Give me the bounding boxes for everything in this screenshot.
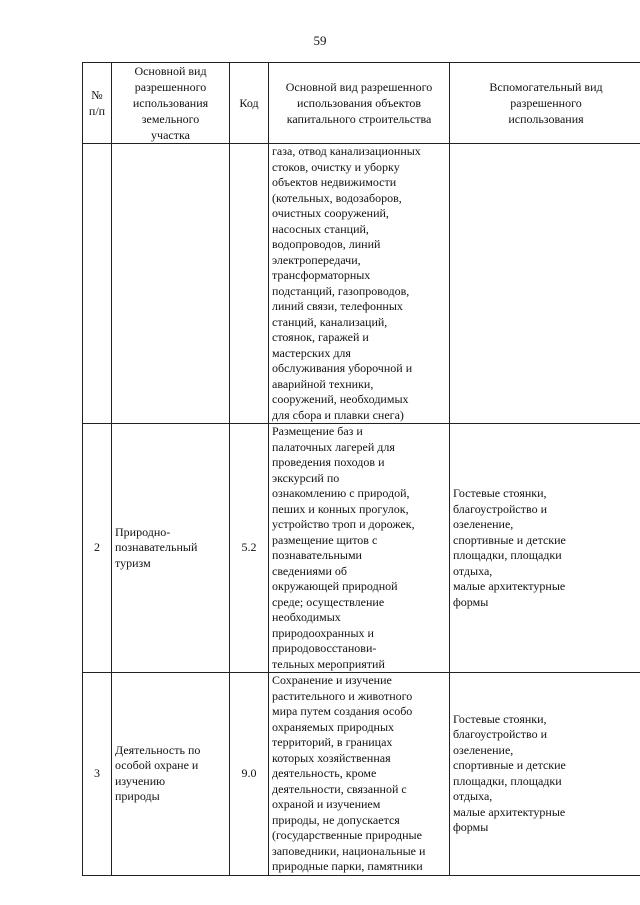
table-row bbox=[83, 673, 640, 876]
header-num: № п/п bbox=[83, 63, 112, 144]
row-land-use: Природно- познавательный туризм bbox=[112, 424, 230, 673]
header-capital-construction: Основной вид разрешенного использования объектов капитального строительства bbox=[269, 63, 450, 144]
header-auxiliary-use: Вспомогательный вид разрешенного использования bbox=[450, 63, 640, 144]
row-capital-construction: Размещение баз и палаточных лагерей для проведения походов и экскурсий по ознакомлению с природой, пеших и конных прогулок, устройство троп и дорожек, размещение щитов с познавательными сведениями об окружающей природной среде; осуществление необходимых природоохранных и природовосстанови- тельных мероприятий bbox=[269, 424, 450, 673]
row-land-use bbox=[112, 144, 230, 424]
row-num bbox=[83, 144, 112, 424]
row-code: 5.2 bbox=[230, 424, 269, 673]
row-capital-construction: Сохранение и изучение растительного и животного мира путем создания особо охраняемых природных территорий, в границах которых хозяйственная деятельность, кроме деятельности, связанной с охраной и изучением природы, не допускается (государственные природные заповедники, национальные и природные парки, памятники bbox=[269, 673, 450, 876]
table-row bbox=[83, 424, 640, 673]
page-number: 59 bbox=[313, 33, 327, 48]
row-num: 3 bbox=[83, 673, 112, 876]
row-auxiliary-use: Гостевые стоянки, благоустройство и озеленение, спортивные и детские площадки, площадки отдыха, малые архитектурные формы bbox=[450, 673, 640, 876]
row-land-use: Деятельность по особой охране и изучению природы bbox=[112, 673, 230, 876]
header-land-use: Основной вид разрешенного использования земельного участка bbox=[112, 63, 230, 144]
row-code bbox=[230, 144, 269, 424]
header-code: Код bbox=[230, 63, 269, 144]
table-header-row bbox=[83, 63, 640, 144]
table-row bbox=[83, 144, 640, 424]
row-auxiliary-use bbox=[450, 144, 640, 424]
land-use-table bbox=[82, 62, 640, 876]
row-auxiliary-use: Гостевые стоянки, благоустройство и озеленение, спортивные и детские площадки, площадки отдыха, малые архитектурные формы bbox=[450, 424, 640, 673]
row-num: 2 bbox=[83, 424, 112, 673]
row-capital-construction: газа, отвод канализационных стоков, очистку и уборку объектов недвижимости (котельных, водозаборов, очистных сооружений, насосных станций, водопроводов, линий электропередачи, трансформаторных подстанций, газопроводов, линий связи, телефонных станций, канализаций, стоянок, гаражей и мастерских для обслуживания уборочной и аварийной техники, сооружений, необходимых для сбора и плавки снега) bbox=[269, 144, 450, 424]
row-code: 9.0 bbox=[230, 673, 269, 876]
